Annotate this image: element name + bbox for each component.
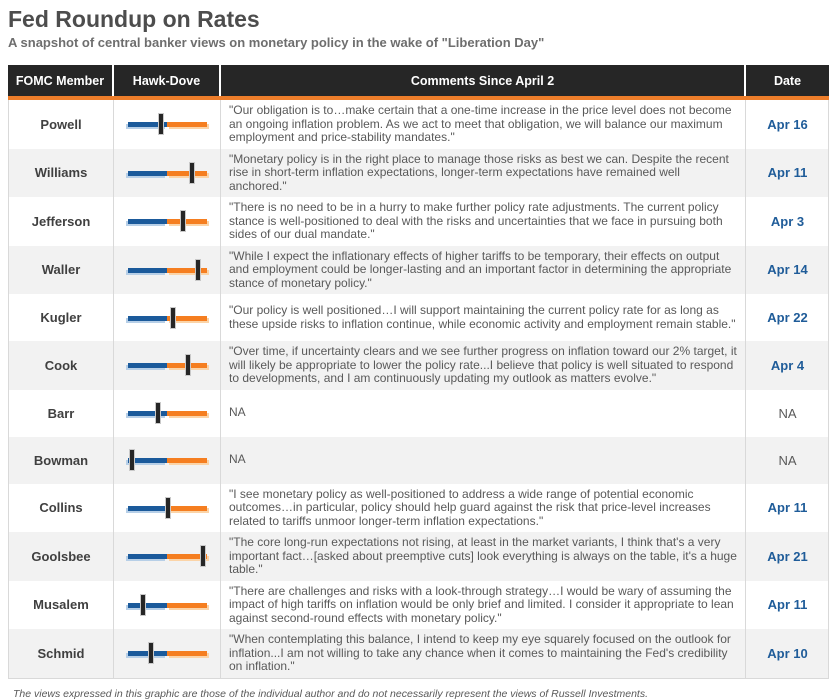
comment-cell [221, 246, 746, 295]
member-name: Musalem [9, 581, 114, 630]
hawk-dove-track [128, 363, 207, 368]
hawk-dove-cell [114, 390, 221, 437]
disclaimer-text: The views expressed in this graphic are those of the individual author and do not necessarily represent the views of Russell Investments. [13, 687, 649, 700]
member-name: Kugler [9, 294, 114, 341]
table-header-row [8, 65, 829, 96]
comment-date: NA [778, 452, 797, 468]
hawk-dove-marker [170, 307, 176, 329]
hawk-dove-marker [148, 642, 154, 664]
table-row [9, 629, 828, 678]
hawk-dove-cell [114, 100, 221, 149]
hawk-dove-marker [129, 449, 135, 471]
hawk-dove-marker [155, 402, 161, 424]
hawk-dove-cell [114, 197, 221, 246]
hawk-dove-track [128, 458, 207, 463]
table-row [9, 149, 828, 198]
comment-cell [221, 197, 746, 246]
hawk-segment [167, 122, 207, 127]
page-title: Fed Roundup on Rates [8, 6, 260, 32]
hawk-dove-cell [114, 581, 221, 630]
comment-text: "The core long-run expectations not rising, at least in the market variants, I think that's a very important fact…[asked about preemptive cuts] look everything is always on the table, it's a huge table." [229, 535, 737, 576]
hawk-dove-marker [180, 210, 186, 232]
member-name: Barr [9, 390, 114, 437]
comment-cell [221, 100, 746, 149]
hawk-dove-cell [114, 246, 221, 295]
dove-segment [128, 316, 168, 321]
hawk-dove-scale [128, 305, 207, 331]
member-name: Jefferson [9, 197, 114, 246]
hawk-dove-marker [185, 354, 191, 376]
hawk-dove-marker [200, 545, 206, 567]
dove-segment [128, 268, 168, 273]
table-row [9, 437, 828, 484]
hawk-dove-scale [128, 160, 207, 186]
hawk-segment [167, 171, 207, 176]
comment-text: "Over time, if uncertainty clears and we see further progress on inflation toward our 2% target, it will likely be appropriate to lower the policy rate...I believe that policy is well situated to respond to developments, and I am continuously updating my outlook as matters evolve." [229, 344, 737, 385]
hawk-dove-cell [114, 629, 221, 678]
member-name: Bowman [9, 437, 114, 484]
hawk-segment [167, 219, 207, 224]
dove-segment [128, 506, 168, 511]
page-subtitle: A snapshot of central banker views on monetary policy in the wake of "Liberation Day" [8, 35, 545, 50]
hawk-dove-cell [114, 484, 221, 533]
dove-segment [128, 411, 168, 416]
comment-date: Apr 16 [767, 116, 808, 132]
comment-cell [221, 484, 746, 533]
hawk-segment [167, 651, 207, 656]
member-name: Collins [9, 484, 114, 533]
table-row [9, 246, 828, 295]
hawk-dove-cell [114, 294, 221, 341]
dove-segment [128, 219, 168, 224]
comment-cell [221, 629, 746, 678]
comment-date: NA [778, 405, 797, 421]
dove-segment [128, 554, 168, 559]
hawk-dove-track [128, 651, 207, 656]
hawk-dove-track [128, 122, 207, 127]
table-row [9, 581, 828, 630]
table-row [9, 390, 828, 437]
comment-text: "There are challenges and risks with a look-through strategy…I would be wary of assuming the impact of high tariffs on inflation would be only brief and limited. I consider it appropriate to lean against second-round effects with monetary policy." [229, 583, 734, 625]
hawk-dove-cell [114, 437, 221, 484]
comment-date: Apr 11 [767, 500, 808, 516]
comment-cell [221, 390, 746, 437]
comment-date: Apr 11 [767, 597, 808, 613]
comment-cell [221, 294, 746, 341]
hawk-dove-scale [128, 495, 207, 521]
dove-segment [128, 603, 168, 608]
hawk-segment [167, 411, 207, 416]
comment-date: Apr 21 [767, 548, 808, 564]
hawk-dove-scale [128, 592, 207, 618]
dove-segment [128, 363, 168, 368]
table-row [9, 100, 828, 149]
comment-cell [221, 341, 746, 390]
comment-text: "While I expect the inflationary effects of higher tariffs to be temporary, their effects on output and employment could be longer-lasting and an important factor in determining the appropriate stance of monetary policy." [229, 248, 732, 290]
comment-cell [221, 581, 746, 630]
comment-cell [221, 532, 746, 581]
hawk-dove-track [128, 411, 207, 416]
hawk-dove-track [128, 316, 207, 321]
hawk-segment [167, 458, 207, 463]
comment-text: "I see monetary policy as well-positioned to address a wide range of potential economic outcomes…in particular, policy should help guard against the risk that price-level increases related to tariffs unmoor longer-term inflation expectations." [229, 486, 711, 528]
comment-text: "Monetary policy is in the right place to manage those risks as best we can. Despite the recent rise in short-term inflation expectations, longer-term expectations have remained well anchored." [229, 151, 729, 193]
comment-date: Apr 3 [770, 213, 805, 229]
table-row [9, 341, 828, 390]
table-row [9, 532, 828, 581]
hawk-dove-scale [128, 543, 207, 569]
table-row [9, 197, 828, 246]
comment-date: Apr 10 [767, 645, 808, 661]
comment-date: Apr 4 [770, 357, 805, 373]
table-body [8, 100, 829, 679]
header-comments: Comments Since April 2 [221, 65, 746, 96]
comment-date: Apr 22 [767, 310, 808, 325]
fomc-table [8, 65, 829, 679]
comment-date: Apr 14 [767, 262, 808, 278]
member-name: Schmid [9, 629, 114, 678]
header-fomc-member: FOMC Member [8, 65, 114, 96]
dove-segment [128, 171, 168, 176]
comment-text: "Our policy is well positioned…I will support maintaining the current policy rate for as long as these upside risks to inflation continue, while economic activity and employment remain stable." [229, 303, 736, 331]
hawk-dove-scale [128, 352, 207, 378]
comment-text: NA [229, 405, 246, 420]
hawk-dove-cell [114, 341, 221, 390]
hawk-dove-scale [128, 208, 207, 234]
hawk-segment [167, 506, 207, 511]
header-hawk-dove: Hawk-Dove [114, 65, 221, 96]
hawk-dove-track [128, 554, 207, 559]
member-name: Powell [9, 100, 114, 149]
comment-text: "When contemplating this balance, I intend to keep my eye squarely focused on the outlook for inflation...I am not willing to take any chance when it comes to maintaining the Fed's credibility on inflation." [229, 632, 731, 673]
comment-cell [221, 149, 746, 198]
hawk-dove-cell [114, 149, 221, 198]
header-date: Date [773, 73, 802, 88]
table-row [9, 484, 828, 533]
member-name: Waller [9, 246, 114, 295]
member-name: Cook [9, 341, 114, 390]
comment-text: "There is no need to be in a hurry to make further policy rate adjustments. The current policy stance is well-positioned to deal with the risks and uncertainties that we face in pursuing both sides of our dual mandate." [229, 200, 723, 241]
hawk-segment [167, 603, 207, 608]
member-name: Williams [9, 149, 114, 198]
table-row [9, 294, 828, 341]
comment-text: "Our obligation is to…make certain that a one-time increase in the price level does not become an ongoing inflation problem. As we act to meet that obligation, we will balance our maximum employment and price-stability mandates." [229, 103, 732, 144]
hawk-dove-scale [128, 447, 207, 473]
hawk-dove-marker [140, 594, 146, 616]
hawk-dove-cell [114, 532, 221, 581]
member-name: Goolsbee [9, 532, 114, 581]
hawk-dove-scale [128, 111, 207, 137]
hawk-dove-marker [195, 259, 201, 281]
hawk-dove-marker [165, 497, 171, 519]
comment-date: Apr 11 [767, 165, 808, 181]
hawk-dove-scale [128, 257, 207, 283]
comment-text: NA [229, 452, 246, 467]
hawk-dove-track [128, 219, 207, 224]
hawk-dove-marker [189, 162, 195, 184]
comment-cell [221, 437, 746, 484]
hawk-dove-marker [158, 113, 164, 135]
hawk-dove-scale [128, 400, 207, 426]
hawk-dove-scale [128, 640, 207, 666]
